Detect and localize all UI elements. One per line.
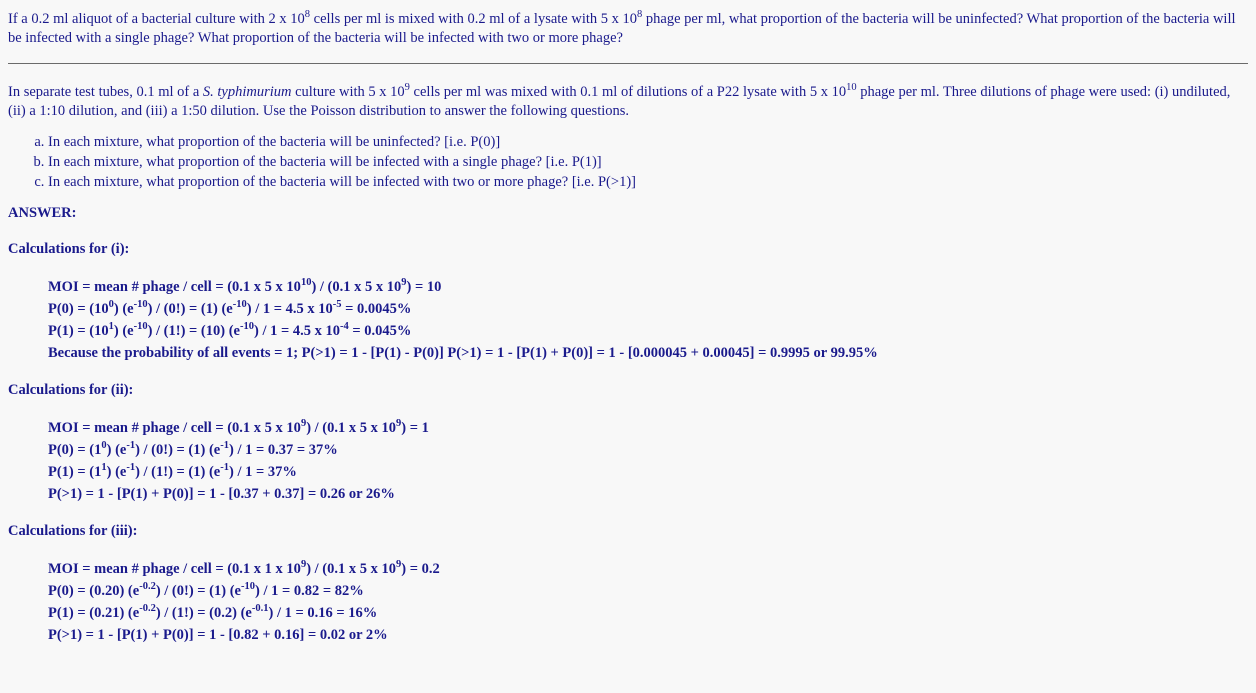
question-item-b: b. In each mixture, what proportion of the bacteria will be infected with a single phage? [i.e. P(1)]	[48, 153, 1248, 172]
calc-line: P(>1) = 1 - [P(1) + P(0)] = 1 - [0.82 + 0.16] = 0.02 or 2%	[48, 627, 388, 643]
calc-line: MOI = mean # phage / cell = (0.1 x 5 x $10^{10}) / (0.1$ x 5 x $10^9) = 10$	[48, 277, 442, 295]
calc-line: MOI = mean # phage / cell = (0.1 x 5 x $10^9) / (0.1$ x 5 x $10^9) = 1$	[48, 418, 429, 436]
calc-heading-iii: Calculations for (iii):	[8, 523, 138, 539]
calc-block-ii	[8, 417, 1248, 505]
calc-line: $P(0) = (10^0)$ $(e^{-10}) / (0!) = (1)$ $(e^{-10}) / 1 = 4.5$ x $10^{-5} = 0.0045\%$	[48, 299, 412, 317]
calc-line: P(>1) = 1 - [P(1) + P(0)] = 1 - [0.37 + 0.37] = 0.26 or 26%	[48, 486, 395, 502]
calc-line: $P(1) = (1^1)$ $(e^{-1}) / (1!) = (1)$ $(e^{-1}) / 1 = 37\%$	[48, 462, 297, 480]
calc-line: $P(0) = (1^0)$ $(e^{-1}) / (0!) = (1)$ $(e^{-1}) / 1 = 0.37 = 37\%$	[48, 440, 338, 458]
calc-block-i	[8, 276, 1248, 364]
question-1: If a 0.2 ml aliquot of a bacterial culture with 2 x $10^8$ cells per ml is mixed with 0.2 ml of a lysate with 5 x $10^8$ phage per ml, what proportion of the bacteria will be uninfected? What proportion of the bacteria will be infected with a single phage? What proportion of the bacteria will be infected with two or more phage?	[8, 9, 1236, 46]
answer-label: ANSWER:	[8, 205, 77, 221]
question-2: In separate test tubes, 0.1 ml of a S. typhimurium culture with 5 x $10^9$ cells per ml was mixed with 0.1 ml of dilutions of a P22 lysate with 5 x $10^{10}$ phage per ml. Three dilutions of phage were used: (i) undiluted, (ii) a 1:10 dilution, and (iii) a 1:50 dilution. Use the Poisson distribution to answer the following questions.	[8, 82, 1231, 119]
question-item-c: c. In each mixture, what proportion of the bacteria will be infected with two or more phage? [i.e. P(>1)]	[48, 173, 1248, 192]
calc-line: P(1) = (0.21) $(e^{-0.2}) / (1!) = (0.2)$ $(e^{-0.1}) / 1 = 0.16 = 16\%$	[48, 603, 378, 621]
question-item-a: a. In each mixture, what proportion of the bacteria will be uninfected? [i.e. P(0)]	[48, 133, 1248, 152]
divider	[8, 63, 1248, 64]
document	[8, 10, 1248, 646]
calc-line: MOI = mean # phage / cell = (0.1 x 1 x $10^9) / (0.1$ x 5 x $10^9) = 0.2$	[48, 559, 440, 577]
calc-line: $P(1) = (10^1)$ $(e^{-10}) / (1!) = (10)$ $(e^{-10}) / 1 = 4.5$ x $10^{-4} = 0.045\%$	[48, 321, 412, 339]
question-list	[8, 133, 1248, 192]
calc-line: Because the probability of all events = 1; P(>1) = 1 - [P(1) - P(0)] P(>1) = 1 - [P(1) + P(0)] = 1 - [0.000045 + 0.00045] = 0.9995 or 99.95%	[48, 345, 878, 361]
calc-line: P(0) = (0.20) $(e^{-0.2}) / (0!) = (1)$ $(e^{-10}) / 1 = 0.82 = 82\%$	[48, 581, 364, 599]
calc-heading-ii: Calculations for (ii):	[8, 382, 134, 398]
calc-heading-i: Calculations for (i):	[8, 241, 130, 257]
calc-block-iii	[8, 558, 1248, 646]
